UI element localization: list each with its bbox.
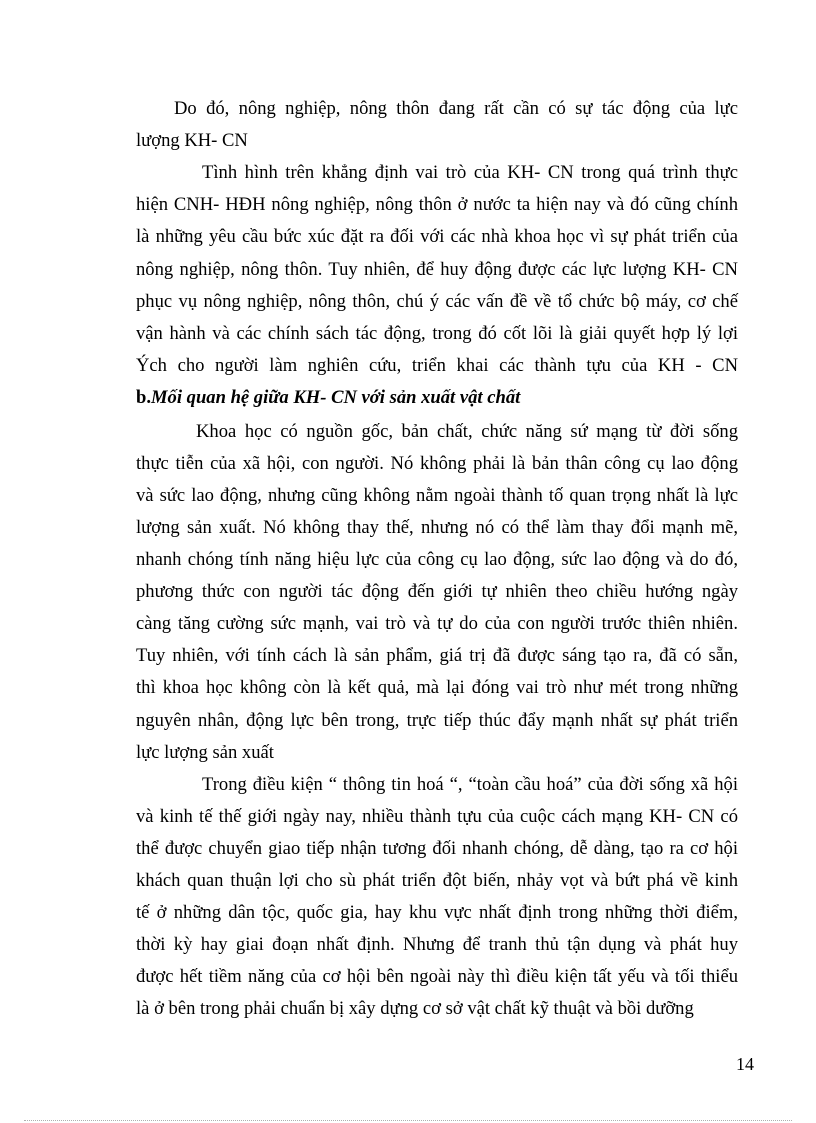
paragraph-3-line-5: nhanh chóng tính năng hiệu lực của công cụ lao động, sức lao động và do đó, — [136, 549, 738, 570]
paragraph-2-line-7: Ých cho người làm nghiên cứu, triển khai các thành tựu của KH - CN — [136, 355, 738, 376]
paragraph-2-line-5: phục vụ nông nghiệp, nông thôn, chú ý các vấn đề về tổ chức bộ máy, cơ chế — [136, 291, 738, 312]
paragraph-2-line-3: là những yêu cầu bức xúc đặt ra đối với các nhà khoa học vì sự phát triển của — [136, 226, 738, 247]
section-heading — [136, 386, 738, 410]
paragraph-1-line-1: Do đó, nông nghiệp, nông thôn đang rất cần có sự tác động của lực — [174, 98, 738, 119]
paragraph-2-line-1: Tình hình trên khẳng định vai trò của KH- CN trong quá trình thực — [202, 162, 738, 183]
paragraph-3-line-7: càng tăng cường sức mạnh, vai trò và tự do của con người trước thiên nhiên. — [136, 613, 738, 634]
paragraph-3-line-11: lực lượng sản xuất — [136, 742, 274, 763]
paragraph-3-line-9: thì khoa học không còn là kết quả, mà lại đóng vai trò như mét trong những — [136, 677, 738, 698]
paragraph-3-line-6: phương thức con người tác động đến giới tự nhiên theo chiều hướng ngày — [136, 581, 738, 602]
paragraph-3-line-8: Tuy nhiên, với tính cách là sản phẩm, giá trị đã được sáng tạo ra, đã có sẵn, — [136, 645, 738, 666]
section-heading-text: Mối quan hệ giữa KH- CN với sản xuất vật chất — [151, 387, 521, 408]
paragraph-2-line-4: nông nghiệp, nông thôn. Tuy nhiên, để huy động được các lực lượng KH- CN — [136, 259, 738, 280]
paragraph-4-line-2: và kinh tế thế giới ngày nay, nhiều thành tựu của cuộc cách mạng KH- CN có — [136, 806, 738, 827]
paragraph-1-line-2: lượng KH- CN — [136, 130, 248, 151]
paragraph-3-line-2: thực tiễn của xã hội, con người. Nó không phải là bản thân công cụ lao động — [136, 453, 738, 474]
paragraph-2-line-6: vận hành và các chính sách tác động, trong đó cốt lõi là giải quyết hợp lý lợi — [136, 323, 738, 344]
page-bottom-divider — [24, 1120, 792, 1121]
section-heading-prefix: b. — [136, 387, 151, 408]
paragraph-4-line-6: thời kỳ hay giai đoạn nhất định. Nhưng để tranh thủ tận dụng và phát huy — [136, 934, 738, 955]
paragraph-3-line-10: nguyên nhân, động lực bên trong, trực tiếp thúc đẩy mạnh nhất sự phát triển — [136, 710, 738, 731]
paragraph-4-line-1: Trong điều kiện “ thông tin hoá “, “toàn cầu hoá” của đời sống xã hội — [202, 774, 738, 795]
paragraph-4-line-4: khách quan thuận lợi cho sù phát triển đột biến, nhảy vọt và bứt phá về kinh — [136, 870, 738, 891]
paragraph-2-line-2: hiện CNH- HĐH nông nghiệp, nông thôn ở nước ta hiện nay và đó cũng chính — [136, 194, 738, 215]
paragraph-3-line-4: lượng sản xuất. Nó không thay thế, nhưng nó có thể làm thay đổi mạnh mẽ, — [136, 517, 738, 538]
paragraph-4-line-3: thể được chuyển giao tiếp nhận tương đối nhanh chóng, dễ dàng, tạo ra cơ hội — [136, 838, 738, 859]
page-number: 14 — [736, 1054, 754, 1074]
paragraph-3-line-1: Khoa học có nguồn gốc, bản chất, chức năng sứ mạng từ đời sống — [196, 421, 738, 442]
paragraph-4-line-8: là ở bên trong phải chuẩn bị xây dựng cơ sở vật chất kỹ thuật và bồi dưỡng — [136, 998, 694, 1019]
paragraph-3-line-3: và sức lao động, nhưng cũng không nằm ngoài thành tố quan trọng nhất là lực — [136, 485, 738, 506]
paragraph-4-line-7: được hết tiềm năng của cơ hội bên ngoài này thì điều kiện tất yếu và tối thiểu — [136, 966, 738, 987]
paragraph-4-line-5: tế ở những dân tộc, quốc gia, hay khu vực nhất định trong những thời điểm, — [136, 902, 738, 923]
